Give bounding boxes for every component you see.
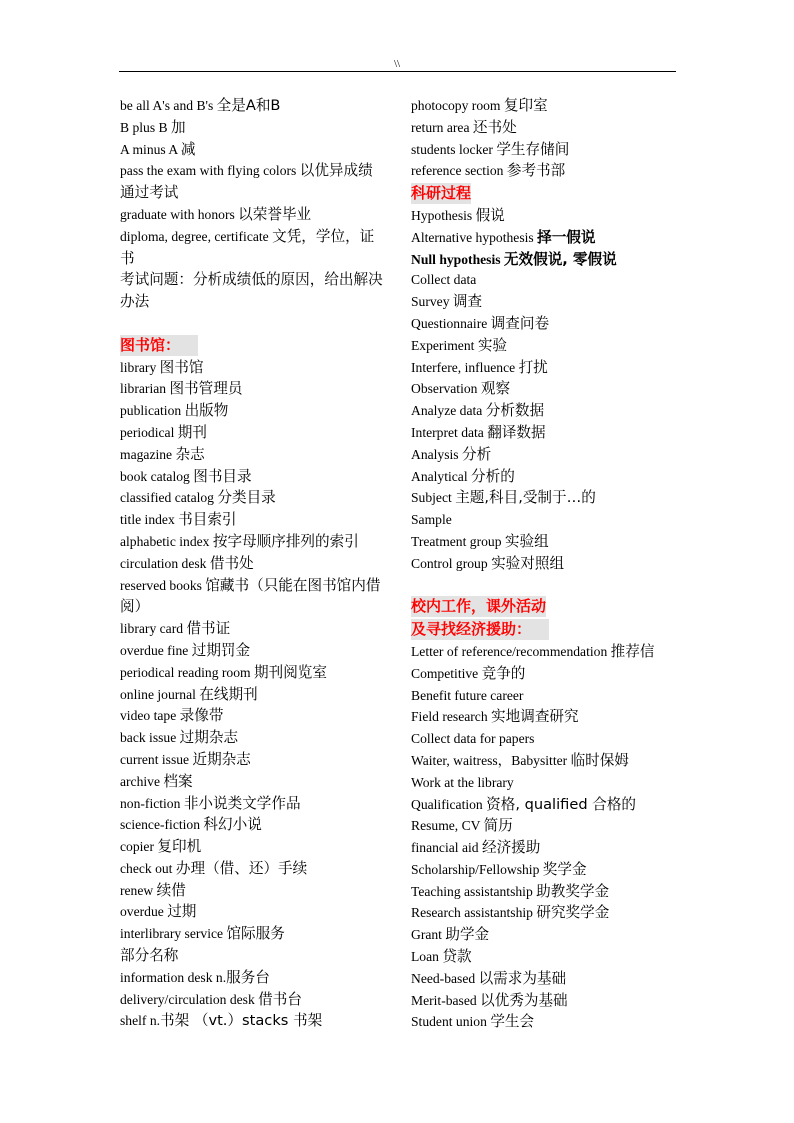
right-column — [411, 96, 677, 1034]
vocab-entry — [411, 925, 677, 947]
term-chinese: 以优秀为基础 — [480, 991, 568, 1009]
vocab-entry — [411, 947, 677, 969]
term-english: Research assistantship — [411, 905, 537, 921]
term-english: online journal — [120, 686, 200, 702]
term-chinese: 期刊 — [177, 423, 207, 441]
term-chinese: 观察 — [480, 380, 511, 398]
library-section-heading — [120, 335, 386, 358]
work-section-heading-line-1 — [411, 596, 677, 619]
term-chinese: 复印室 — [503, 97, 548, 114]
vocab-entry — [120, 423, 386, 445]
vocab-entry — [411, 445, 677, 467]
term-chinese: 贷款 — [442, 948, 472, 966]
term-english: archive — [120, 773, 164, 789]
term-chinese: 借书处 — [209, 554, 254, 572]
vocab-entry — [120, 270, 386, 314]
vocab-entry — [120, 401, 386, 423]
spacer — [411, 576, 677, 597]
term-chinese: 图书馆 — [159, 358, 204, 376]
term-chinese: 档案 — [163, 772, 193, 790]
term-english: renew — [120, 882, 157, 898]
term-english: graduate with honors — [120, 206, 239, 222]
vocab-entry — [411, 664, 677, 686]
vocab-entry — [120, 445, 386, 467]
work-section-heading-line-2 — [411, 619, 677, 642]
term-chinese: 复印机 — [157, 838, 202, 856]
term-english: B plus B — [120, 119, 171, 135]
vocab-entry — [411, 1012, 677, 1034]
term-english: check out — [120, 860, 176, 876]
term-english: Letter of reference/recommendation — [411, 643, 611, 659]
term-english: current issue — [120, 751, 193, 767]
term-chinese: 近期杂志 — [192, 750, 251, 768]
term-english: Survey — [411, 294, 453, 310]
vocab-entry — [120, 161, 386, 205]
vocab-entry — [120, 859, 386, 881]
term-chinese: 以荣誉毕业 — [238, 205, 312, 223]
term-chinese: 假说 — [475, 206, 505, 224]
term-english: Waiter, waitress，Babysitter — [411, 752, 571, 768]
term-chinese: 择一假说 — [537, 228, 596, 246]
term-chinese: 调查问卷 — [490, 314, 550, 332]
term-chinese: 分析 — [461, 445, 492, 463]
term-english: Qualification — [411, 796, 487, 812]
term-chinese: 过期罚金 — [191, 641, 251, 659]
vocab-entry — [411, 96, 677, 118]
term-english: Null hypothesis — [411, 251, 504, 267]
term-english: A minus A — [120, 141, 181, 157]
term-english: Work at the library — [411, 774, 514, 790]
term-chinese: 参考书部 — [506, 162, 566, 180]
vocab-entry — [411, 969, 677, 991]
vocab-entry — [411, 903, 677, 925]
term-english: Merit-based — [411, 992, 481, 1008]
vocab-entry — [411, 358, 677, 380]
term-english: book catalog — [120, 468, 194, 484]
vocab-entry — [120, 140, 386, 162]
vocab-entry — [120, 750, 386, 772]
term-chinese: 在线期刊 — [199, 685, 258, 703]
vocab-entry — [411, 488, 677, 510]
term-english: Treatment group — [411, 533, 505, 549]
page-header-mark: \\ — [393, 58, 401, 70]
term-english: Collect data — [411, 272, 477, 288]
term-english: Interpret data — [411, 424, 488, 440]
term-english: Analysis — [411, 446, 462, 462]
term-english: Analytical — [411, 468, 472, 484]
work-heading-text-2: 及寻找经济援助： — [411, 619, 549, 640]
term-chinese: 过期杂志 — [179, 729, 239, 747]
term-chinese: 无效假说, 零假说 — [503, 250, 617, 268]
vocab-entry — [411, 336, 677, 358]
term-chinese: 按字母顺序排列的索引 — [212, 532, 359, 550]
vocab-entry — [411, 270, 677, 292]
vocab-entry — [411, 140, 677, 162]
vocab-entry — [411, 642, 677, 664]
vocab-entry — [411, 292, 677, 314]
term-english: interlibrary service — [120, 926, 227, 942]
term-chinese: 图书管理员 — [169, 380, 243, 398]
term-chinese: 馆际服务 — [226, 925, 285, 943]
term-chinese: 分析数据 — [485, 402, 545, 420]
vocab-entry — [120, 205, 386, 227]
term-chinese: 助教奖学金 — [536, 882, 610, 900]
library-places-vocab-list — [411, 96, 677, 183]
vocab-entry — [411, 314, 677, 336]
term-chinese: 分类目录 — [217, 489, 276, 507]
term-chinese: 学生会 — [490, 1013, 535, 1031]
term-english: Benefit future career — [411, 687, 524, 703]
term-english: periodical — [120, 424, 178, 440]
vocab-entry — [411, 838, 677, 860]
left-column — [120, 96, 386, 1033]
term-chinese: 调查 — [452, 293, 483, 311]
term-chinese: 科幻小说 — [203, 816, 262, 834]
term-english: Scholarship/Fellowship — [411, 861, 543, 877]
term-english: delivery/circulation desk — [120, 991, 259, 1007]
term-chinese: 期刊阅览室 — [254, 663, 327, 681]
term-english: Subject — [411, 490, 456, 506]
vocab-entry — [120, 379, 386, 401]
term-chinese: 资格, qualified 合格的 — [486, 795, 637, 813]
term-english: Competitive — [411, 665, 482, 681]
vocab-entry — [120, 794, 386, 816]
vocab-entry — [120, 358, 386, 380]
spacer — [120, 314, 386, 335]
work-aid-vocab-list — [411, 642, 677, 1034]
vocab-entry — [411, 991, 677, 1013]
vocab-entry — [120, 946, 386, 968]
term-chinese: 临时保姆 — [570, 751, 629, 769]
vocab-entry — [120, 706, 386, 728]
term-english: financial aid — [411, 840, 482, 856]
term-chinese: 减 — [180, 140, 196, 158]
term-english: Need-based — [411, 970, 479, 986]
term-english: magazine — [120, 446, 176, 462]
vocab-entry — [120, 554, 386, 576]
vocab-entry — [120, 990, 386, 1012]
term-english: Interfere, influence — [411, 359, 519, 375]
term-english: periodical reading room — [120, 664, 254, 680]
vocab-entry — [120, 532, 386, 554]
term-english: circulation desk — [120, 555, 210, 571]
vocab-entry — [120, 510, 386, 532]
term-chinese: 部分名称 — [120, 947, 179, 965]
vocab-entry — [120, 902, 386, 924]
vocab-entry — [411, 161, 677, 183]
vocab-entry — [120, 881, 386, 903]
vocab-entry — [411, 751, 677, 773]
term-chinese: 奖学金 — [542, 860, 587, 878]
term-english: pass the exam with flying colors — [120, 163, 300, 179]
vocab-entry — [120, 641, 386, 663]
vocab-entry — [411, 860, 677, 882]
library-vocab-list — [120, 358, 386, 1034]
term-chinese: 图书目录 — [193, 467, 252, 485]
term-english: reference section — [411, 163, 507, 179]
term-chinese: 出版物 — [184, 402, 229, 420]
term-chinese: 馆藏书（只能在图书馆内借阅） — [120, 576, 381, 616]
term-english: Experiment — [411, 337, 478, 353]
term-chinese: 续借 — [156, 881, 186, 899]
term-english: non-fiction — [120, 795, 184, 811]
term-english: reserved books — [120, 577, 206, 593]
vocab-entry — [120, 837, 386, 859]
term-english: science-fiction — [120, 817, 204, 833]
term-chinese: 服务台 — [226, 968, 270, 986]
term-chinese: 实验组 — [504, 532, 549, 550]
term-english: information desk n. — [120, 969, 227, 985]
vocab-entry — [411, 554, 677, 576]
vocab-entry — [120, 576, 386, 620]
vocab-entry — [411, 532, 677, 554]
vocab-entry — [411, 423, 677, 445]
term-english: publication — [120, 403, 185, 419]
vocab-entry — [411, 467, 677, 489]
term-chinese: 加 — [171, 118, 186, 136]
term-chinese: 实地调查研究 — [491, 708, 579, 726]
vocab-entry — [411, 795, 677, 817]
research-heading-text: 科研过程 — [411, 184, 472, 203]
vocab-entry — [411, 773, 677, 795]
term-chinese: 过期 — [167, 903, 197, 921]
vocab-entry — [120, 488, 386, 510]
term-english: Control group — [411, 555, 492, 571]
term-chinese: 简历 — [483, 817, 513, 835]
term-english: Questionnaire — [411, 315, 491, 331]
term-chinese: 经济援助 — [481, 839, 541, 857]
term-chinese: 竞争的 — [481, 664, 526, 682]
vocab-entry — [120, 685, 386, 707]
vocab-entry — [120, 227, 386, 271]
vocab-entry — [411, 118, 677, 140]
vocab-entry — [411, 510, 677, 532]
term-english: library card — [120, 621, 187, 637]
term-english: students locker — [411, 141, 497, 157]
term-chinese: 以优异成绩通过考试 — [120, 162, 373, 202]
term-chinese: 实验对照组 — [491, 554, 565, 572]
term-english: overdue — [120, 904, 168, 920]
term-chinese: 借书证 — [186, 620, 231, 638]
term-english: Hypothesis — [411, 207, 476, 223]
vocab-entry — [411, 401, 677, 423]
term-english: diploma, degree, certificate — [120, 228, 273, 244]
grades-vocab-list — [120, 96, 386, 314]
term-english: return area — [411, 119, 473, 135]
vocab-entry — [411, 686, 677, 708]
term-english: shelf n. — [120, 1013, 161, 1029]
term-english: video tape — [120, 708, 180, 724]
library-heading-text: 图书馆： — [120, 335, 198, 356]
term-chinese: 办理（借、还）手续 — [175, 859, 308, 877]
term-chinese: 文凭，学位，证书 — [120, 227, 375, 267]
term-english: Sample — [411, 512, 452, 528]
term-english: Student union — [411, 1014, 491, 1030]
term-english: be all A's and B's — [120, 98, 217, 113]
vocab-entry — [120, 728, 386, 750]
vocab-entry — [120, 968, 386, 990]
term-english: Resume, CV — [411, 818, 484, 834]
term-english: back issue — [120, 730, 180, 746]
term-english: Collect data for papers — [411, 731, 535, 747]
term-chinese: 书架 （vt.）stacks 书架 — [160, 1012, 323, 1030]
term-english: library — [120, 359, 160, 375]
term-chinese: 翻译数据 — [487, 423, 546, 441]
vocab-entry — [120, 467, 386, 489]
term-english: alphabetic index — [120, 533, 213, 549]
term-chinese: 全是A和B — [216, 97, 281, 114]
vocab-entry — [120, 663, 386, 685]
term-chinese: 主题,科目,受制于…的 — [455, 489, 596, 507]
vocab-entry — [120, 924, 386, 946]
term-chinese: 录像带 — [179, 707, 224, 725]
term-english: Observation — [411, 381, 481, 397]
term-chinese: 以需求为基础 — [478, 969, 567, 987]
work-heading-text-1: 校内工作，课外活动 — [411, 597, 547, 616]
header-rule — [119, 71, 676, 72]
term-english: copier — [120, 839, 158, 855]
vocab-entry — [411, 250, 677, 271]
vocab-entry — [120, 619, 386, 641]
term-english: Field research — [411, 709, 492, 725]
vocab-entry — [411, 379, 677, 401]
vocab-entry — [120, 772, 386, 794]
vocab-entry — [411, 206, 677, 228]
term-english: Analyze data — [411, 403, 486, 419]
term-chinese: 分析的 — [471, 467, 515, 485]
term-chinese: 书目索引 — [178, 511, 237, 529]
term-english: Teaching assistantship — [411, 883, 537, 899]
term-chinese: 研究奖学金 — [536, 904, 610, 922]
term-english: Grant — [411, 927, 446, 943]
research-section-heading — [411, 183, 677, 206]
vocab-entry — [411, 882, 677, 904]
research-vocab-list — [411, 206, 677, 576]
term-english: classified catalog — [120, 490, 218, 506]
term-chinese: 推荐信 — [610, 642, 655, 660]
vocab-entry — [411, 707, 677, 729]
term-chinese: 学生存储间 — [496, 140, 570, 158]
vocab-entry — [120, 815, 386, 837]
term-chinese: 杂志 — [175, 445, 205, 463]
term-chinese: 考试问题：分析成绩低的原因，给出解决办法 — [120, 271, 383, 311]
vocab-entry — [120, 96, 386, 118]
term-english: title index — [120, 512, 179, 528]
vocab-entry — [411, 729, 677, 751]
term-chinese: 还书处 — [472, 118, 517, 136]
term-english: librarian — [120, 381, 170, 397]
term-chinese: 打扰 — [518, 358, 548, 376]
term-chinese: 非小说类文学作品 — [183, 794, 301, 812]
vocab-entry — [120, 118, 386, 140]
vocab-entry — [411, 816, 677, 838]
term-english: overdue fine — [120, 642, 192, 658]
term-english: Loan — [411, 949, 443, 965]
term-english: photocopy room — [411, 98, 504, 113]
vocab-entry — [120, 1011, 386, 1033]
term-chinese: 助学金 — [445, 926, 490, 944]
vocab-entry — [411, 228, 677, 250]
term-english: Alternative hypothesis — [411, 229, 538, 245]
term-chinese: 借书台 — [258, 990, 302, 1008]
term-chinese: 实验 — [477, 336, 508, 354]
